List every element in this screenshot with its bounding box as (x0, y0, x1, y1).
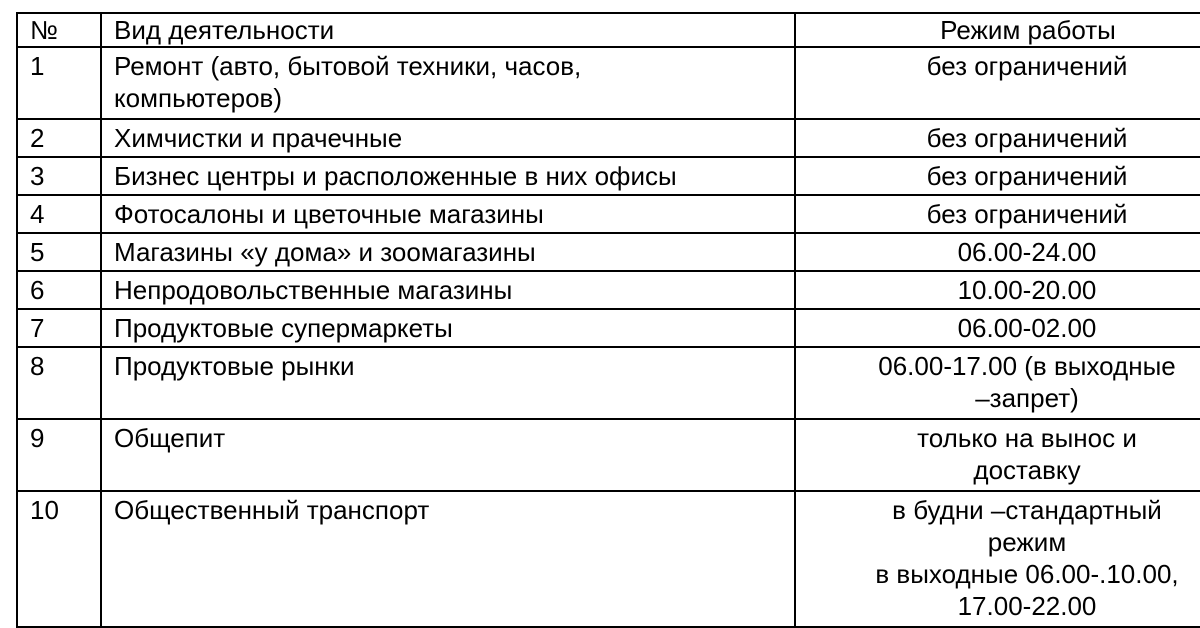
row-schedule (795, 419, 1200, 491)
header-schedule: Режим работы (795, 13, 1200, 47)
schedule-line: 17.00-22.00 (957, 591, 1097, 621)
row-schedule (795, 347, 1200, 419)
schedule-line: без ограничений (926, 51, 1128, 81)
row-number: 3 (17, 157, 101, 195)
activity-line: Бизнес центры и расположенные в них офисы (114, 161, 677, 191)
schedule-line: 06.00-24.00 (957, 237, 1097, 267)
table-row (17, 347, 1200, 419)
schedule-line: без ограничений (926, 123, 1128, 153)
row-activity (101, 195, 795, 233)
activity-line: компьютеров) (114, 83, 283, 113)
row-activity (101, 157, 795, 195)
schedule-line: 06.00-02.00 (957, 313, 1097, 343)
table-row (17, 419, 1200, 491)
activity-line: Общественный транспорт (114, 495, 430, 525)
schedule-line: 10.00-20.00 (957, 275, 1097, 305)
row-activity (101, 271, 795, 309)
row-activity (101, 119, 795, 157)
row-schedule (795, 47, 1200, 119)
activity-line: Фотосалоны и цветочные магазины (114, 199, 544, 229)
row-number: 5 (17, 233, 101, 271)
row-activity (101, 347, 795, 419)
row-number: 4 (17, 195, 101, 233)
row-number: 2 (17, 119, 101, 157)
activity-line: Непродовольственные магазины (114, 275, 513, 305)
table-row (17, 491, 1200, 627)
table-row (17, 195, 1200, 233)
row-number: 9 (17, 419, 101, 491)
schedule-line: только на вынос и (917, 423, 1137, 453)
row-activity (101, 491, 795, 627)
table-row (17, 233, 1200, 271)
activity-line: Продуктовые рынки (114, 351, 355, 381)
row-activity (101, 47, 795, 119)
row-schedule (795, 119, 1200, 157)
schedule-line: в будни –стандартный (892, 495, 1162, 525)
table-row (17, 309, 1200, 347)
activity-schedule-table (16, 12, 1200, 628)
schedule-line: в выходные 06.00-.10.00, (875, 559, 1179, 589)
row-schedule (795, 195, 1200, 233)
row-activity (101, 233, 795, 271)
schedule-line: без ограничений (926, 161, 1128, 191)
row-number: 8 (17, 347, 101, 419)
row-number: 1 (17, 47, 101, 119)
row-number: 7 (17, 309, 101, 347)
row-activity (101, 419, 795, 491)
activity-line: Общепит (114, 423, 226, 453)
activity-line: Химчистки и прачечные (114, 123, 403, 153)
row-number: 6 (17, 271, 101, 309)
table-header-row (17, 13, 1200, 47)
schedule-line: –запрет) (975, 383, 1079, 413)
table-row (17, 119, 1200, 157)
header-number: № (17, 13, 101, 47)
row-number: 10 (17, 491, 101, 627)
activity-line: Магазины «у дома» и зоомагазины (114, 237, 536, 267)
row-schedule (795, 491, 1200, 627)
row-schedule (795, 309, 1200, 347)
row-activity (101, 309, 795, 347)
schedule-line: без ограничений (926, 199, 1128, 229)
schedule-line: доставку (973, 455, 1081, 485)
activity-line: Ремонт (авто, бытовой техники, часов, (114, 51, 582, 81)
table-row (17, 157, 1200, 195)
table-row (17, 47, 1200, 119)
schedule-line: режим (987, 527, 1067, 557)
row-schedule (795, 271, 1200, 309)
header-activity: Вид деятельности (101, 13, 795, 47)
activity-line: Продуктовые супермаркеты (114, 313, 453, 343)
schedule-line: 06.00-17.00 (в выходные (878, 351, 1176, 381)
row-schedule (795, 157, 1200, 195)
row-schedule (795, 233, 1200, 271)
table-row (17, 271, 1200, 309)
